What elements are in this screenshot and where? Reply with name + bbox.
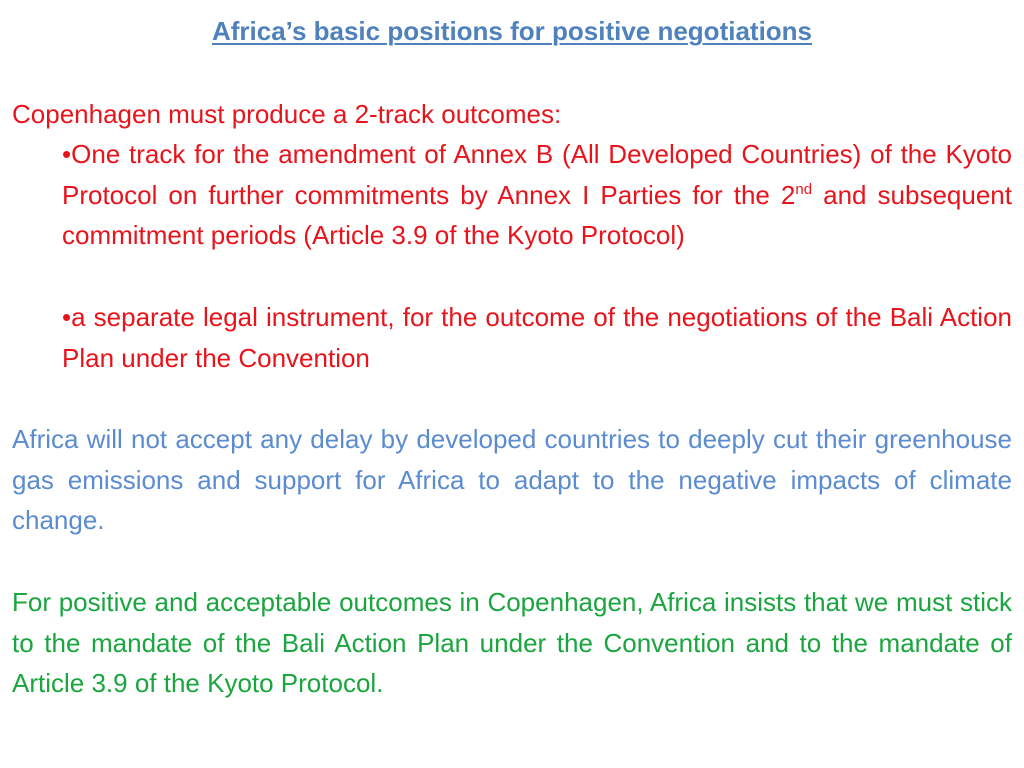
positive-outcomes-paragraph: For positive and acceptable outcomes in Copenhagen, Africa insists that we must stick to the mandate of the Bali Action Plan under the Convention and to the mandate of Article 3.9 of the Kyoto Protocol.	[12, 587, 1012, 699]
bullet-item-annex-b	[62, 134, 1012, 256]
africa-paragraph: Africa will not accept any delay by developed countries to deeply cut their greenhouse gas emissions and support for Africa to adapt to the negative impacts of climate change.	[12, 424, 1012, 536]
bullet-text-after-superscript: and subsequent commitment periods (Article 3.9 of the Kyoto Protocol)	[62, 179, 1012, 251]
slide-title	[0, 14, 1024, 48]
bullet-item-legal-instrument: •a separate legal instrument, for the outcome of the negotiations of the Bali Action Plan under the Convention	[62, 302, 1012, 373]
lead-text: Copenhagen must produce a 2-track outcomes:	[12, 99, 562, 129]
bullet-text-before-superscript: •One track for the amendment of Annex B (All Developed Countries) of the Kyoto Protocol on further commitments by Annex I Parties for the 2	[62, 139, 1012, 210]
slide-title-text: Africa’s basic positions for positive negotiations	[211, 16, 813, 46]
ordinal-superscript: nd	[795, 180, 813, 198]
